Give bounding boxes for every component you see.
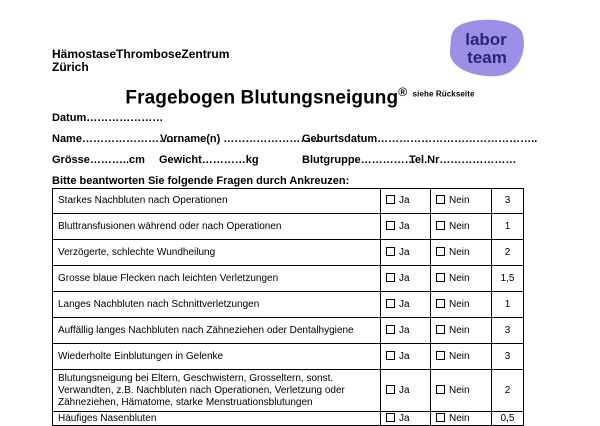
nein-label: Nein	[449, 384, 470, 396]
logo-text-line-1: labor	[465, 30, 507, 49]
nein-label: Nein	[449, 220, 470, 232]
ja-option[interactable]	[381, 370, 431, 412]
title-registered-mark: ®	[398, 85, 408, 99]
org-line-1: HämostaseThromboseZentrum	[52, 47, 230, 61]
question-points: 1	[492, 214, 524, 240]
nein-checkbox[interactable]	[436, 413, 445, 422]
question-row	[53, 240, 524, 266]
org-line-2: Zürich	[52, 60, 89, 74]
ja-option[interactable]	[381, 412, 431, 426]
nein-label: Nein	[449, 298, 470, 310]
question-points: 0,5	[492, 412, 524, 426]
field-row-body	[52, 154, 517, 166]
nein-label: Nein	[449, 195, 470, 206]
ja-label: Ja	[399, 220, 410, 232]
name-field[interactable]: Name………………………	[52, 133, 181, 145]
question-row	[53, 370, 524, 412]
question-row	[53, 318, 524, 344]
nein-label: Nein	[449, 412, 470, 424]
question-row	[53, 344, 524, 370]
ja-label: Ja	[399, 324, 410, 336]
instruction-text: Bitte beantworten Sie folgende Fragen durch Ankreuzen:	[52, 175, 350, 187]
question-points: 2	[492, 240, 524, 266]
ja-checkbox[interactable]	[386, 325, 395, 334]
ja-checkbox[interactable]	[386, 385, 395, 394]
ja-label: Ja	[399, 298, 410, 310]
groesse-field[interactable]: Grösse………..cm	[52, 154, 145, 166]
question-text: Bluttransfusionen während oder nach Operationen	[53, 214, 381, 240]
geburtsdatum-field[interactable]: Geburtsdatum……………………………………..	[302, 133, 538, 145]
ja-checkbox[interactable]	[386, 221, 395, 230]
telnr-field[interactable]: Tel.Nr…………………	[409, 154, 517, 166]
nein-checkbox[interactable]	[436, 385, 445, 394]
gewicht-field[interactable]: Gewicht…………kg	[159, 154, 259, 166]
question-row	[53, 214, 524, 240]
title-text: Fragebogen Blutungsneigung	[125, 87, 399, 109]
nein-checkbox[interactable]	[436, 273, 445, 282]
title-note: siehe Rückseite	[412, 89, 475, 99]
nein-label: Nein	[449, 272, 470, 284]
question-points: 3	[492, 344, 524, 370]
nein-option[interactable]	[431, 214, 492, 240]
ja-checkbox[interactable]	[386, 299, 395, 308]
ja-label: Ja	[399, 384, 410, 396]
nein-label: Nein	[449, 350, 470, 362]
ja-option[interactable]	[381, 189, 431, 214]
question-text: Häufiges Nasenbluten	[53, 412, 381, 426]
ja-option[interactable]	[381, 292, 431, 318]
field-row-name	[52, 133, 538, 145]
ja-checkbox[interactable]	[386, 273, 395, 282]
ja-option[interactable]	[381, 266, 431, 292]
question-text: Wiederholte Einblutungen in Gelenke	[53, 344, 381, 370]
nein-option[interactable]	[431, 318, 492, 344]
question-text: Grosse blaue Flecken nach leichten Verletzungen	[53, 266, 381, 292]
question-row	[53, 266, 524, 292]
nein-checkbox[interactable]	[436, 299, 445, 308]
question-text: Starkes Nachbluten nach Operationen	[53, 189, 381, 214]
ja-label: Ja	[399, 350, 410, 362]
nein-option[interactable]	[431, 412, 492, 426]
question-row	[53, 292, 524, 318]
datum-field[interactable]: Datum…………………	[52, 112, 164, 124]
laborteam-logo	[446, 18, 526, 78]
question-points: 2	[492, 370, 524, 412]
nein-checkbox[interactable]	[436, 195, 445, 204]
nein-option[interactable]	[431, 292, 492, 318]
ja-checkbox[interactable]	[386, 413, 395, 422]
question-points: 3	[492, 318, 524, 344]
nein-option[interactable]	[431, 370, 492, 412]
question-row	[53, 412, 524, 426]
logo-text-line-2: team	[467, 48, 507, 67]
ja-label: Ja	[399, 195, 410, 206]
ja-label: Ja	[399, 412, 410, 424]
nein-label: Nein	[449, 324, 470, 336]
ja-option[interactable]	[381, 344, 431, 370]
nein-checkbox[interactable]	[436, 351, 445, 360]
nein-checkbox[interactable]	[436, 247, 445, 256]
ja-checkbox[interactable]	[386, 351, 395, 360]
question-row	[53, 189, 524, 214]
question-points: 1	[492, 292, 524, 318]
nein-label: Nein	[449, 246, 470, 258]
vorname-field[interactable]: Vorname(n) ………………………	[160, 133, 323, 145]
question-points: 1,5	[492, 266, 524, 292]
ja-checkbox[interactable]	[386, 247, 395, 256]
question-text: Blutungsneigung bei Eltern, Geschwistern, Grosseltern, sonst. Verwandten, z.B. Nachbluten nach Operationen, Verletzung oder Zähneziehen, Hämatome, starke Menstruationsblutungen	[53, 370, 381, 412]
nein-option[interactable]	[431, 266, 492, 292]
ja-option[interactable]	[381, 318, 431, 344]
ja-option[interactable]	[381, 240, 431, 266]
ja-label: Ja	[399, 246, 410, 258]
nein-checkbox[interactable]	[436, 325, 445, 334]
organization-name	[52, 48, 229, 74]
nein-option[interactable]	[431, 344, 492, 370]
nein-option[interactable]	[431, 240, 492, 266]
form-title	[0, 85, 600, 109]
question-text: Verzögerte, schlechte Wundheilung	[53, 240, 381, 266]
nein-option[interactable]	[431, 189, 492, 214]
question-text: Langes Nachbluten nach Schnittverletzungen	[53, 292, 381, 318]
question-points: 3	[492, 189, 524, 214]
blutgruppe-field[interactable]: Blutgruppe……………	[302, 154, 416, 166]
ja-option[interactable]	[381, 214, 431, 240]
nein-checkbox[interactable]	[436, 221, 445, 230]
ja-label: Ja	[399, 272, 410, 284]
ja-checkbox[interactable]	[386, 195, 395, 204]
questions-table	[52, 188, 524, 426]
question-text: Auffällig langes Nachbluten nach Zähneziehen oder Dentalhygiene	[53, 318, 381, 344]
field-row-date	[52, 112, 163, 124]
